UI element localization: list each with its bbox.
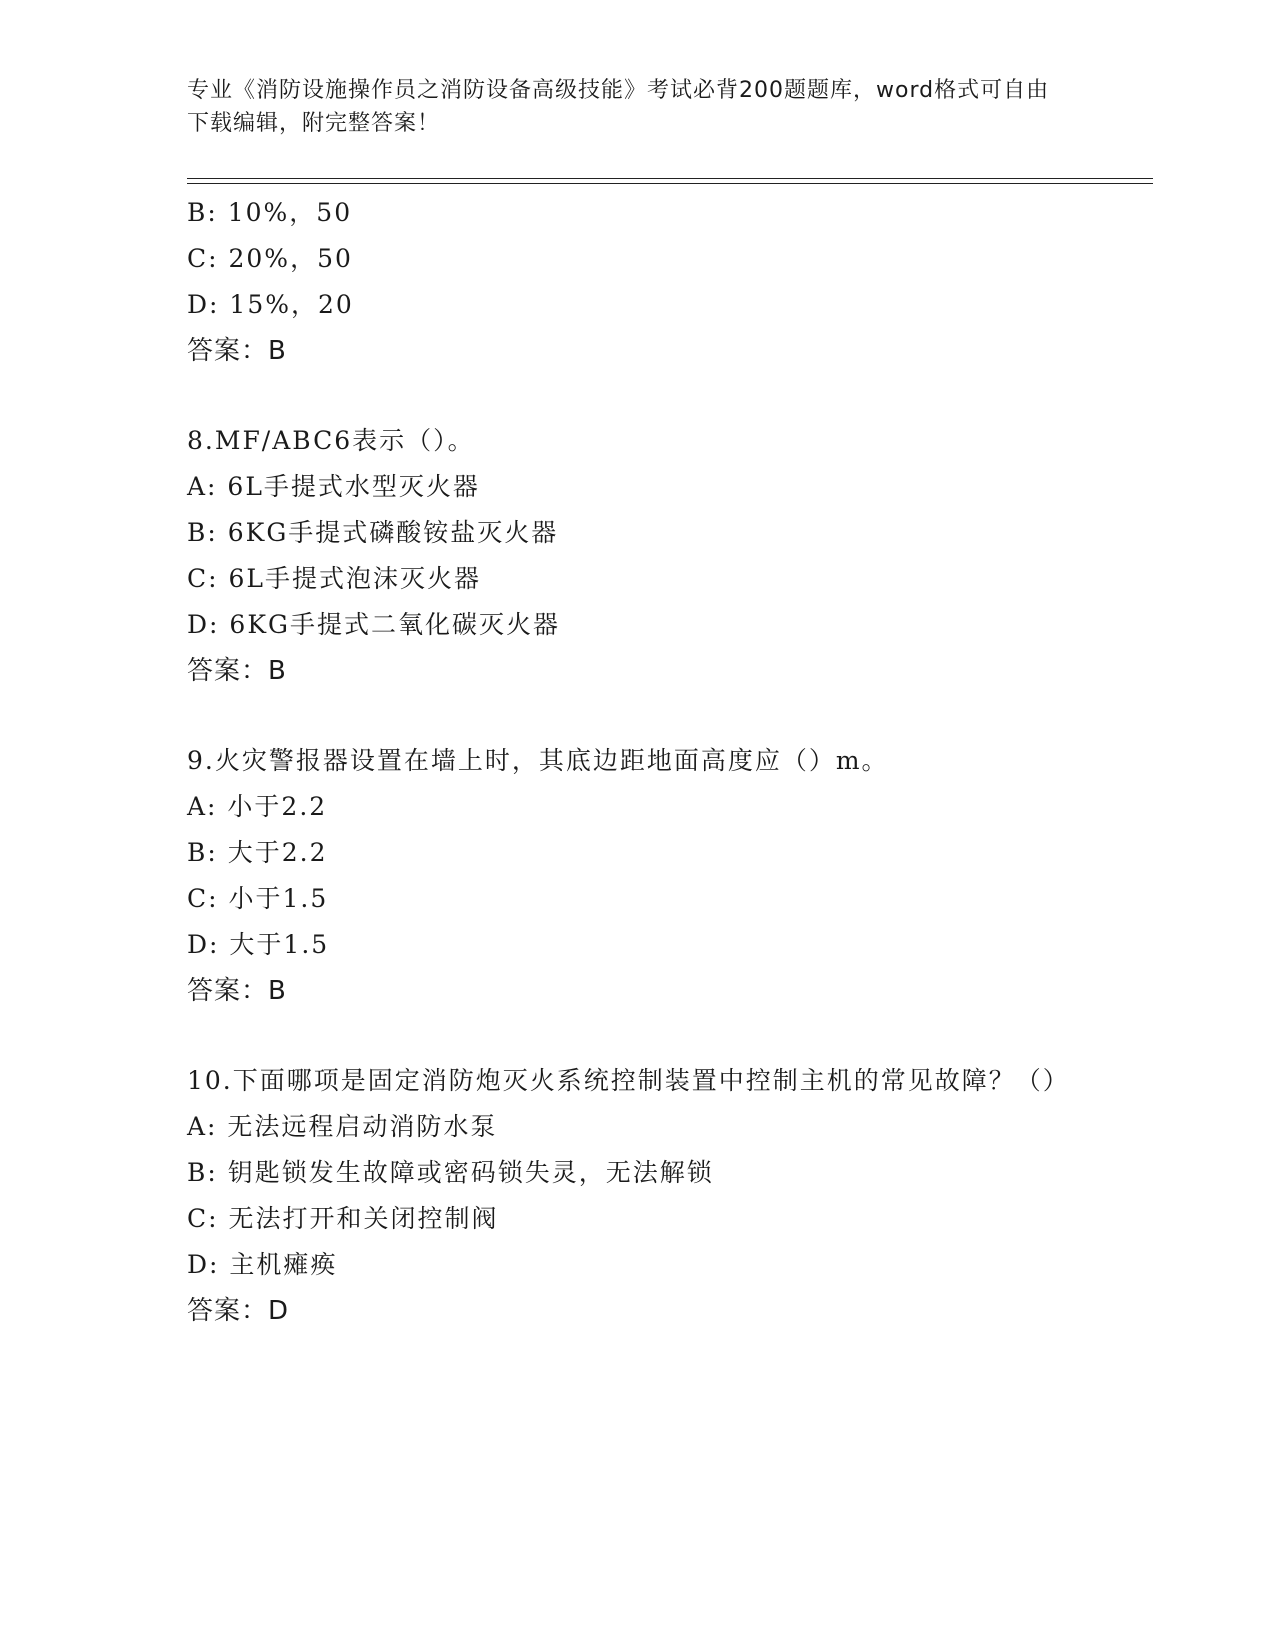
option-line: D: 主机瘫痪 [187, 1250, 338, 1279]
option-line: B: 大于2.2 [187, 838, 328, 867]
option-line: C: 20%，50 [187, 244, 353, 273]
partial-question [187, 190, 1127, 374]
question-8 [187, 418, 1127, 694]
option-line: C: 小于1.5 [187, 884, 329, 913]
option-line: D: 15%，20 [187, 290, 354, 319]
document-header: 专业《消防设施操作员之消防设备高级技能》考试必背200题题库，word格式可自由下载编辑，附完整答案！ [187, 78, 1050, 136]
question-title: 8.MF/ABC6表示（）。 [187, 426, 475, 455]
header-rule-bottom [187, 183, 1153, 184]
document-body [187, 190, 1127, 1334]
option-line: B: 10%，50 [187, 198, 353, 227]
option-line: A: 小于2.2 [187, 792, 328, 821]
option-line: B: 钥匙锁发生故障或密码锁失灵，无法解锁 [187, 1158, 714, 1187]
question-9 [187, 738, 1127, 1014]
answer-line: 答案：D [187, 1296, 290, 1326]
option-line: D: 6KG手提式二氧化碳灭火器 [187, 610, 560, 639]
question-10 [187, 1058, 1127, 1334]
answer-line: 答案：B [187, 336, 287, 366]
question-title: 9.火灾警报器设置在墙上时，其底边距地面高度应（）m。 [187, 746, 889, 775]
header-rule-top [187, 178, 1153, 179]
option-line: A: 无法远程启动消防水泵 [187, 1112, 498, 1141]
answer-line: 答案：B [187, 976, 287, 1006]
answer-line: 答案：B [187, 656, 287, 686]
option-line: B: 6KG手提式磷酸铵盐灭火器 [187, 518, 559, 547]
option-line: D: 大于1.5 [187, 930, 330, 959]
option-line: C: 无法打开和关闭控制阀 [187, 1204, 499, 1233]
option-line: C: 6L手提式泡沫灭火器 [187, 564, 482, 593]
option-line: A: 6L手提式水型灭火器 [187, 472, 480, 501]
question-title: 10.下面哪项是固定消防炮灭火系统控制装置中控制主机的常见故障？（） [187, 1066, 1070, 1095]
